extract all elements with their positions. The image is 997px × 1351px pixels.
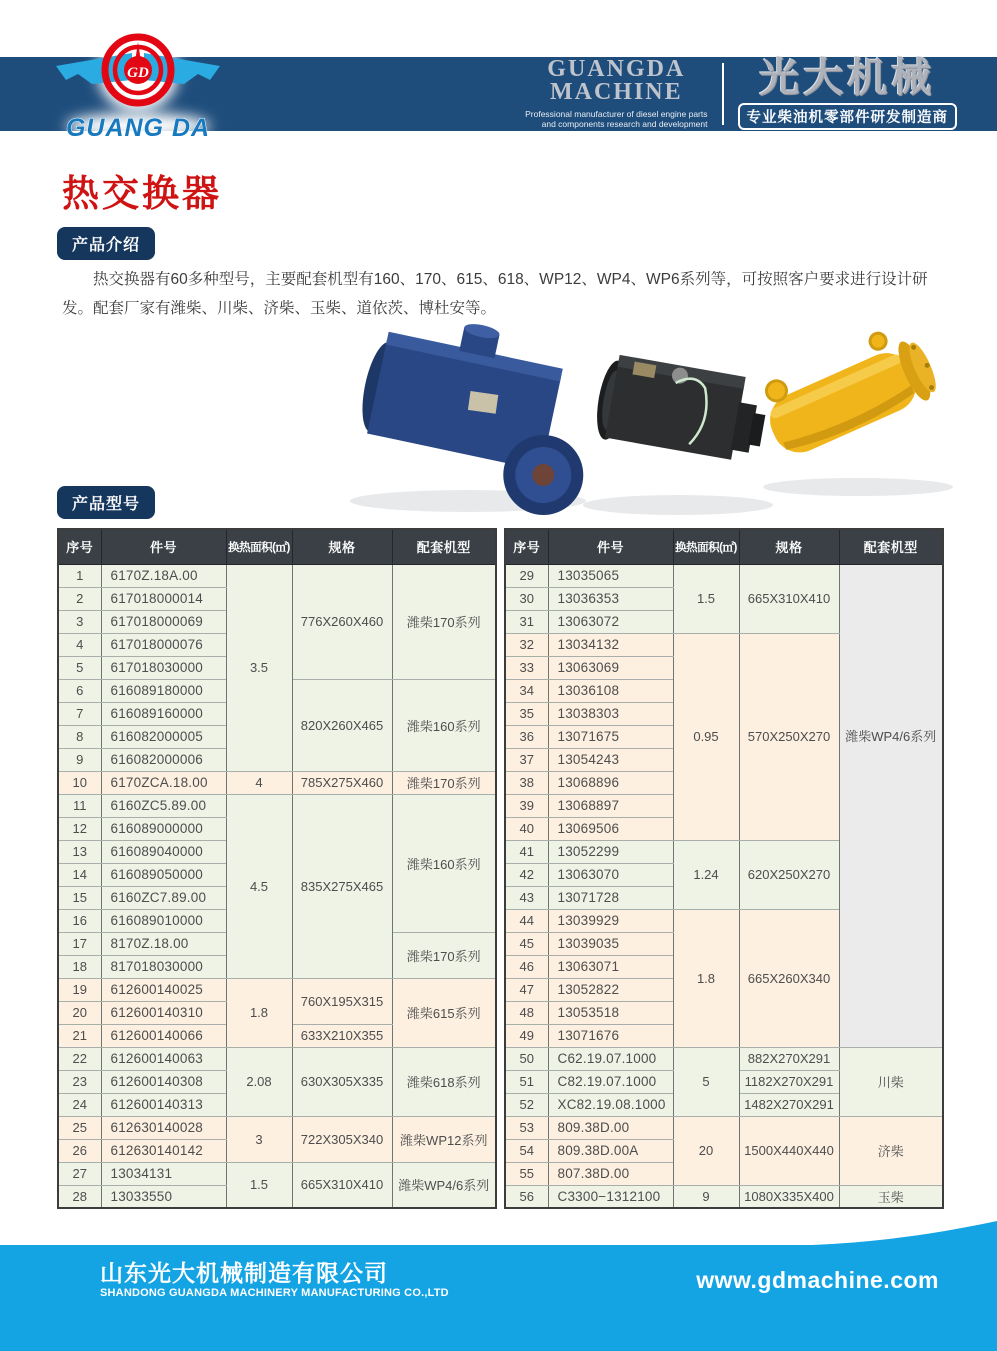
- brand-tagline-line1: Professional manufacturer of diesel engine parts: [525, 108, 708, 119]
- table-cell: 25: [58, 1116, 101, 1139]
- brand-tagline-line2: and components research and development: [541, 119, 708, 130]
- company-name-cn: 山东光大机械制造有限公司: [100, 1260, 388, 1286]
- table-cell: 30: [505, 587, 548, 610]
- table-cell: 26: [58, 1139, 101, 1162]
- table-cell: 616089180000: [101, 679, 226, 702]
- table-cell: 616089040000: [101, 840, 226, 863]
- table-cell: 612600140063: [101, 1047, 226, 1070]
- column-header: 件号: [548, 529, 673, 564]
- table-cell: 51: [505, 1070, 548, 1093]
- table-cell: 46: [505, 955, 548, 978]
- table-cell: 1482X270X291: [739, 1093, 839, 1116]
- table-cell: 潍柴160系列: [392, 679, 496, 771]
- table-cell: 35: [505, 702, 548, 725]
- table-cell: 55: [505, 1162, 548, 1185]
- intro-section-badge: 产品介绍: [57, 227, 155, 260]
- footer: [0, 1211, 997, 1351]
- table-cell: 616089000000: [101, 817, 226, 840]
- table-cell: 2.08: [226, 1047, 292, 1116]
- table-row: [58, 1162, 496, 1185]
- table-cell: 3: [226, 1116, 292, 1162]
- table-cell: 10: [58, 771, 101, 794]
- table-cell: 13038303: [548, 702, 673, 725]
- table-cell: 39: [505, 794, 548, 817]
- table-cell: 807.38D.00: [548, 1162, 673, 1185]
- table-cell: 616082000006: [101, 748, 226, 771]
- column-header: 序号: [58, 529, 101, 564]
- table-cell: 20: [58, 1001, 101, 1024]
- table-cell: 617018000014: [101, 587, 226, 610]
- table-cell: 1: [58, 564, 101, 587]
- table-cell: 24: [58, 1093, 101, 1116]
- column-header: 规格: [292, 529, 392, 564]
- brand-en-line1: GUANGDA: [547, 56, 686, 83]
- table-cell: 4: [58, 633, 101, 656]
- table-cell: 6170Z.18A.00: [101, 564, 226, 587]
- table-cell: 济柴: [839, 1116, 943, 1185]
- table-row: [505, 1116, 943, 1139]
- table-cell: 28: [58, 1185, 101, 1208]
- table-cell: 665X310X410: [739, 564, 839, 633]
- table-cell: 612630140142: [101, 1139, 226, 1162]
- table-cell: 34: [505, 679, 548, 702]
- table-cell: 0.95: [673, 633, 739, 840]
- website-url: www.gdmachine.com: [696, 1267, 939, 1293]
- table-cell: 11: [58, 794, 101, 817]
- table-cell: 23: [58, 1070, 101, 1093]
- column-header: 配套机型: [839, 529, 943, 564]
- table-cell: 13: [58, 840, 101, 863]
- table-cell: 53: [505, 1116, 548, 1139]
- table-header-row: [58, 529, 496, 564]
- table-cell: 722X305X340: [292, 1116, 392, 1162]
- table-cell: 27: [58, 1162, 101, 1185]
- table-cell: 潍柴WP12系列: [392, 1116, 496, 1162]
- table-row: [58, 771, 496, 794]
- table-cell: 16: [58, 909, 101, 932]
- table-cell: 612600140308: [101, 1070, 226, 1093]
- models-table-left: [57, 528, 497, 1209]
- table-cell: 630X305X335: [292, 1047, 392, 1116]
- table-row: [58, 978, 496, 1001]
- table-cell: 665X260X340: [739, 909, 839, 1047]
- intro-paragraph: 热交换器有60多种型号，主要配套机型有160、170、615、618、WP12、WP4、WP6系列等，可按照客户要求进行设计研发。配套厂家有潍柴、川柴、济柴、玉柴、道依茨、博杜安等。: [62, 271, 928, 317]
- column-header: 换热面积(㎡): [226, 529, 292, 564]
- logo-wordmark: GUANG DA: [65, 114, 211, 142]
- black-heat-exchanger: [592, 353, 771, 467]
- table-cell: 616089050000: [101, 863, 226, 886]
- table-cell: 2: [58, 587, 101, 610]
- table-cell: 13053518: [548, 1001, 673, 1024]
- table-cell: 17: [58, 932, 101, 955]
- table-cell: 36: [505, 725, 548, 748]
- models-table-right: [504, 528, 944, 1209]
- table-cell: 617018000069: [101, 610, 226, 633]
- table-cell: 47: [505, 978, 548, 1001]
- table-cell: 1500X440X440: [739, 1116, 839, 1185]
- table-cell: 12: [58, 817, 101, 840]
- table-row: [58, 564, 496, 587]
- table-cell: 潍柴160系列: [392, 794, 496, 932]
- brand-cn-slogan: 专业柴油机零部件研发制造商: [738, 103, 958, 130]
- table-cell: 13039929: [548, 909, 673, 932]
- table-cell: 633X210X355: [292, 1024, 392, 1047]
- table-cell: 19: [58, 978, 101, 1001]
- table-cell: 54: [505, 1139, 548, 1162]
- table-cell: 13052822: [548, 978, 673, 1001]
- table-cell: 612600140313: [101, 1093, 226, 1116]
- table-cell: 612600140066: [101, 1024, 226, 1047]
- table-cell: 37: [505, 748, 548, 771]
- table-cell: 1.24: [673, 840, 739, 909]
- table-cell: 820X260X465: [292, 679, 392, 771]
- table-cell: 809.38D.00: [548, 1116, 673, 1139]
- table-cell: 13069506: [548, 817, 673, 840]
- table-cell: 川柴: [839, 1047, 943, 1116]
- table-cell: 41: [505, 840, 548, 863]
- table-cell: 潍柴WP4/6系列: [392, 1162, 496, 1208]
- table-row: [58, 1047, 496, 1070]
- table-cell: 612600140310: [101, 1001, 226, 1024]
- table-cell: 49: [505, 1024, 548, 1047]
- table-cell: 809.38D.00A: [548, 1139, 673, 1162]
- table-cell: 33: [505, 656, 548, 679]
- table-cell: 612600140025: [101, 978, 226, 1001]
- table-cell: 13034132: [548, 633, 673, 656]
- table-cell: 45: [505, 932, 548, 955]
- table-cell: 22: [58, 1047, 101, 1070]
- table-cell: 20: [673, 1116, 739, 1185]
- table-cell: 13068897: [548, 794, 673, 817]
- table-cell: 570X250X270: [739, 633, 839, 840]
- table-cell: 48: [505, 1001, 548, 1024]
- table-cell: 1.5: [226, 1162, 292, 1208]
- table-cell: 9: [58, 748, 101, 771]
- models-section-badge: 产品型号: [57, 486, 155, 519]
- table-cell: 13033550: [101, 1185, 226, 1208]
- table-cell: 8: [58, 725, 101, 748]
- table-cell: C3300−1312100: [548, 1185, 673, 1208]
- table-cell: 13063069: [548, 656, 673, 679]
- table-cell: 潍柴615系列: [392, 978, 496, 1047]
- table-cell: 617018030000: [101, 656, 226, 679]
- company-name-en: SHANDONG GUANGDA MACHINERY MANUFACTURING CO.,LTD: [100, 1287, 449, 1299]
- table-cell: 14: [58, 863, 101, 886]
- table-cell: 13054243: [548, 748, 673, 771]
- brand-cn-name: 光大机械: [759, 56, 936, 100]
- svg-text:GD: GD: [127, 65, 149, 81]
- table-cell: 玉柴: [839, 1185, 943, 1208]
- table-cell: XC82.19.08.1000: [548, 1093, 673, 1116]
- table-cell: 6170ZCA.18.00: [101, 771, 226, 794]
- table-cell: 616089010000: [101, 909, 226, 932]
- table-cell: 38: [505, 771, 548, 794]
- table-cell: 44: [505, 909, 548, 932]
- table-cell: 6160ZC5.89.00: [101, 794, 226, 817]
- table-cell: 1.5: [673, 564, 739, 633]
- table-cell: 50: [505, 1047, 548, 1070]
- table-cell: 13063070: [548, 863, 673, 886]
- column-header: 规格: [739, 529, 839, 564]
- brand-divider: [722, 63, 724, 125]
- table-row: [58, 1116, 496, 1139]
- table-row: [58, 794, 496, 817]
- table-cell: 665X310X410: [292, 1162, 392, 1208]
- table-cell: 882X270X291: [739, 1047, 839, 1070]
- table-cell: 13036353: [548, 587, 673, 610]
- model-tables: [57, 528, 941, 1209]
- table-cell: 760X195X315: [292, 978, 392, 1024]
- yellow-heat-exchanger: [753, 318, 943, 462]
- table-cell: 9: [673, 1185, 739, 1208]
- table-cell: 612630140028: [101, 1116, 226, 1139]
- table-cell: 7: [58, 702, 101, 725]
- table-cell: 6: [58, 679, 101, 702]
- table-cell: 3: [58, 610, 101, 633]
- table-cell: 潍柴WP4/6系列: [839, 564, 943, 1047]
- table-cell: 13039035: [548, 932, 673, 955]
- table-cell: 1.8: [226, 978, 292, 1047]
- column-header: 配套机型: [392, 529, 496, 564]
- page-title: 热交换器: [62, 171, 222, 215]
- table-row: [505, 1047, 943, 1070]
- table-cell: 1.8: [673, 909, 739, 1047]
- table-cell: 1182X270X291: [739, 1070, 839, 1093]
- table-cell: 潍柴170系列: [392, 564, 496, 679]
- table-row: [505, 1185, 943, 1208]
- table-cell: 42: [505, 863, 548, 886]
- table-cell: 13052299: [548, 840, 673, 863]
- table-cell: 6160ZC7.89.00: [101, 886, 226, 909]
- table-cell: 776X260X460: [292, 564, 392, 679]
- table-cell: 13068896: [548, 771, 673, 794]
- table-cell: 31: [505, 610, 548, 633]
- table-cell: 潍柴618系列: [392, 1047, 496, 1116]
- table-cell: C82.19.07.1000: [548, 1070, 673, 1093]
- table-cell: 18: [58, 955, 101, 978]
- table-cell: 1080X335X400: [739, 1185, 839, 1208]
- table-row: [505, 564, 943, 587]
- table-cell: 4: [226, 771, 292, 794]
- table-cell: 潍柴170系列: [392, 771, 496, 794]
- brand-en-line2: MACHINE: [549, 78, 683, 105]
- table-cell: 32: [505, 633, 548, 656]
- table-cell: 21: [58, 1024, 101, 1047]
- table-cell: 13071676: [548, 1024, 673, 1047]
- table-cell: 13071675: [548, 725, 673, 748]
- table-cell: 835X275X465: [292, 794, 392, 978]
- table-cell: 43: [505, 886, 548, 909]
- table-cell: 617018000076: [101, 633, 226, 656]
- table-cell: 13063072: [548, 610, 673, 633]
- table-cell: 潍柴170系列: [392, 932, 496, 978]
- column-header: 序号: [505, 529, 548, 564]
- table-cell: 5: [673, 1047, 739, 1116]
- table-cell: 13036108: [548, 679, 673, 702]
- table-cell: 616082000005: [101, 725, 226, 748]
- table-cell: 15: [58, 886, 101, 909]
- blue-heat-exchanger: [346, 305, 610, 522]
- table-cell: 40: [505, 817, 548, 840]
- column-header: 件号: [101, 529, 226, 564]
- table-cell: 620X250X270: [739, 840, 839, 909]
- column-header: 换热面积(㎡): [673, 529, 739, 564]
- table-cell: 8170Z.18.00: [101, 932, 226, 955]
- table-cell: 29: [505, 564, 548, 587]
- table-cell: 785X275X460: [292, 771, 392, 794]
- table-cell: 616089160000: [101, 702, 226, 725]
- company-logo: [48, 26, 232, 144]
- brand-lockup: [525, 57, 957, 131]
- table-cell: 5: [58, 656, 101, 679]
- table-header-row: [505, 529, 943, 564]
- table-cell: 4.5: [226, 794, 292, 978]
- table-cell: 52: [505, 1093, 548, 1116]
- table-cell: 56: [505, 1185, 548, 1208]
- table-cell: 3.5: [226, 564, 292, 771]
- table-cell: 13034131: [101, 1162, 226, 1185]
- table-cell: 13063071: [548, 955, 673, 978]
- table-cell: 817018030000: [101, 955, 226, 978]
- table-cell: 13035065: [548, 564, 673, 587]
- product-photo-group: [318, 305, 958, 523]
- table-cell: 13071728: [548, 886, 673, 909]
- table-cell: C62.19.07.1000: [548, 1047, 673, 1070]
